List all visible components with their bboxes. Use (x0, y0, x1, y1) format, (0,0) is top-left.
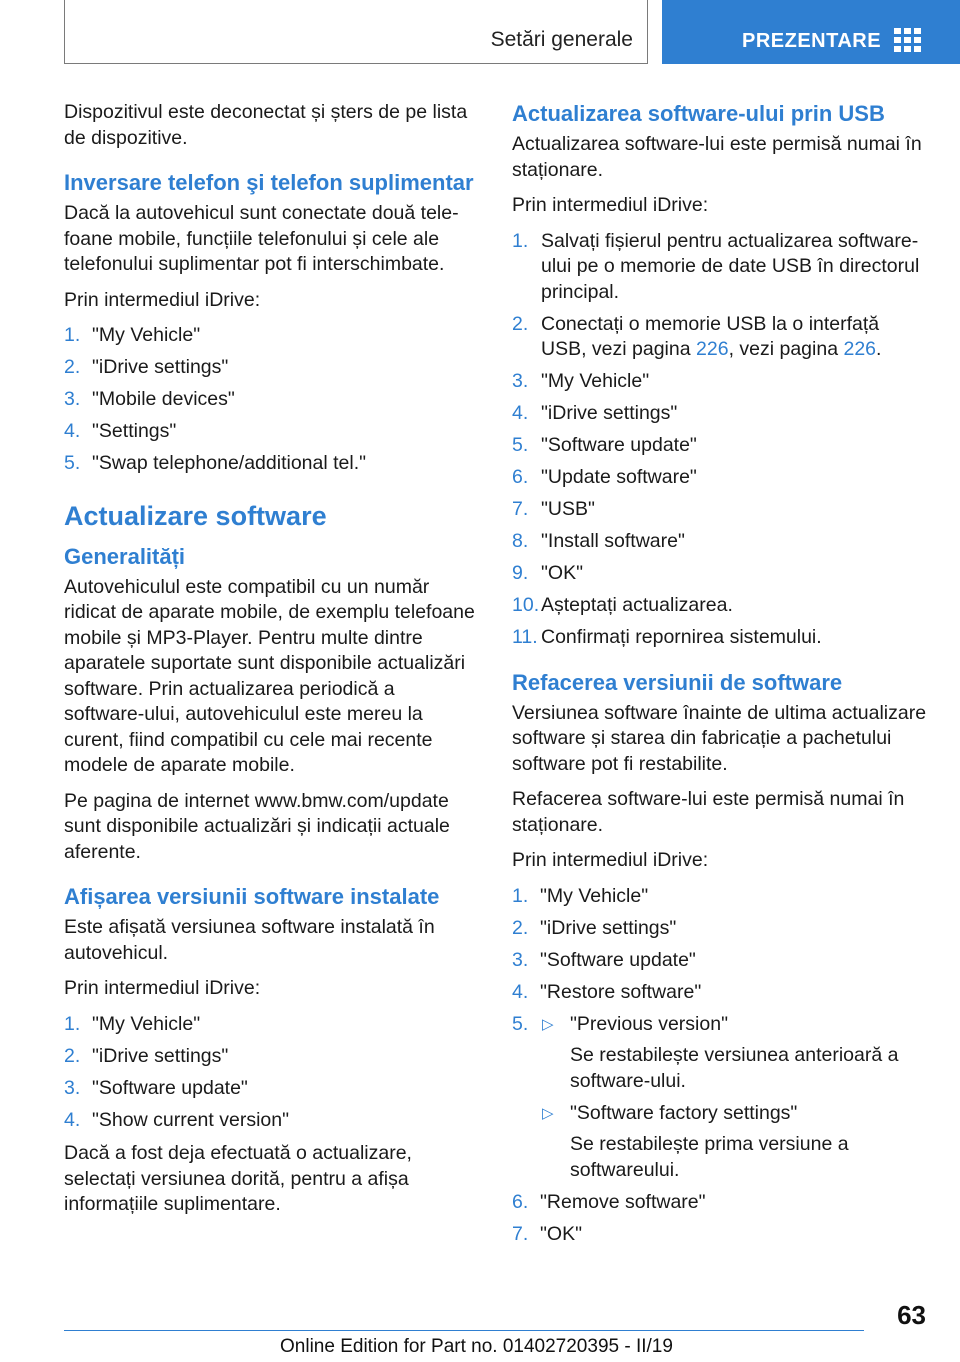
list-item: 5. "Swap telephone/additional tel." (64, 452, 367, 474)
list-item: 3. "Mobile devices" (64, 388, 235, 410)
show-version-steps (64, 1012, 480, 1134)
list-item: 1. Salvați fișierul pentru actualizarea softwareului pe o memorie de date USB în directorul principal. (512, 229, 920, 303)
left-column (64, 100, 480, 1228)
restore-via: Prin intermediul iDrive: (512, 849, 709, 871)
usb-via: Prin intermediul iDrive: (512, 194, 709, 216)
chapter-title: PREZENTARE (742, 30, 882, 52)
show-version-after: Dacă a fost deja efectuată o actualizare, selectați versiunea dorită, pentru a afișa informațiile suplimentare. (64, 1142, 412, 1215)
intro-text: Dispozitivul este deconectat și șters de pe lista de dispozitive. (64, 101, 468, 149)
general-text-1: Autovehiculul este compatibil cu un număr ridicat de aparate mobile, de exemplu telefoane mobile și MP3-Player. Pentru multe dintre aparatele suportate sunt disponibile actualizări software. Prin actualizarea periodică a software-ului, autovehiculul este mereu la curent, fiind compatibil cu cele mai recente modele de aparate mobile. (64, 575, 475, 776)
restore-text-1: Versiunea software înainte de ultima actualizare software și starea din fabricație a pachetului software pot fi restabilite. (512, 701, 927, 775)
page-link[interactable]: 226 (843, 338, 877, 360)
list-item: 4. "iDrive settings" (512, 402, 678, 424)
usb-steps (512, 229, 928, 651)
header-left-box (64, 0, 648, 64)
list-item: 7. "USB" (512, 498, 595, 520)
general-heading: Generalități (64, 543, 186, 569)
list-item: 10. Așteptați actualizarea. (512, 594, 733, 616)
list-item: 1. "My Vehicle" (512, 884, 649, 907)
list-item: 4. "Restore software" (512, 980, 702, 1003)
footer-edition: Online Edition for Part no. 01402720395 - II/19 (280, 1336, 673, 1357)
swap-via: Prin intermediul iDrive: (64, 288, 261, 311)
general-text-2: Pe pagina de internet www.bmw.com/update sunt disponibile actualizări și indicații actuale aferente. (64, 789, 450, 863)
page-link[interactable]: 226 (696, 338, 729, 360)
update-heading: Actualizare software (64, 500, 327, 531)
triangle-bullet-icon: ▷ (542, 1015, 554, 1033)
list-item: 2. "iDrive settings" (64, 356, 229, 378)
right-column (512, 100, 928, 1255)
list-item: 5. "Software update" (512, 434, 697, 456)
list-item: 6. "Remove software" (512, 1190, 706, 1213)
page-number: 63 (897, 1300, 926, 1330)
chapter-tab[interactable] (662, 0, 960, 64)
show-version-heading: Afișarea versiunii software instalate (64, 884, 440, 909)
show-version-via: Prin intermediul iDrive: (64, 977, 261, 999)
footer-divider (64, 1330, 864, 1331)
swap-steps (64, 323, 480, 477)
list-item: 2. Conectați o memorie USB la o interfață USB, vezi pagina 226, vezi pagina 226. (512, 312, 882, 360)
list-item: 4. "Settings" (64, 420, 177, 442)
restore-options (540, 1012, 928, 1184)
restore-steps (512, 884, 928, 1248)
restore-text-2: Refacerea software-lui este permisă numai în staționare. (512, 788, 905, 836)
swap-heading: Inversare telefon şi telefon suplimentar (64, 170, 474, 195)
list-item: 9. "OK" (512, 562, 584, 584)
list-item: 11. Confirmați repornirea sistemului. (512, 626, 822, 648)
list-item: 3. "Software update" (512, 948, 696, 971)
list-item: 1. "My Vehicle" (64, 1012, 201, 1035)
show-version-text: Este afișată versiunea software instalată în autovehicul. (64, 916, 435, 964)
list-item: 2. "iDrive settings" (64, 1044, 229, 1067)
triangle-bullet-icon: ▷ (542, 1104, 554, 1122)
swap-text: Dacă la autovehicul sunt conectate două telefoane mobile, funcțiile telefonului și cele ale telefonului suplimentar pot fi interschimbate. (64, 202, 459, 275)
list-item: 3. "My Vehicle" (512, 370, 650, 392)
option-item: ▷ "Software factory settings" Se restabilește prima versiune a softwareului. (542, 1101, 849, 1181)
usb-heading: Actualizarea software-ului prin USB (512, 101, 885, 126)
grid-icon[interactable] (894, 28, 922, 52)
list-item: 2. "iDrive settings" (512, 916, 677, 939)
list-item: 7. "OK" (512, 1222, 583, 1245)
list-item: 1. "My Vehicle" (64, 324, 201, 346)
list-item: 5. ▷ "Previous version" Se restabilește versiunea anterioară a software-ului. ▷ "Software factory settings" Se restabilește prima versiune a softwareului. (512, 1012, 928, 1184)
list-item: 3. "Software update" (64, 1076, 248, 1099)
option-item: ▷ "Previous version" Se restabilește versiunea anterioară a software-ului. (542, 1012, 899, 1092)
list-item: 4. "Show current version" (64, 1108, 290, 1131)
list-item: 6. "Update software" (512, 466, 697, 488)
list-item: 8. "Install software" (512, 530, 685, 552)
section-title: Setări generale (490, 28, 633, 51)
restore-heading: Refacerea versiunii de software (512, 669, 843, 695)
usb-text: Actualizarea software-lui este permisă numai în staționare. (512, 133, 922, 181)
